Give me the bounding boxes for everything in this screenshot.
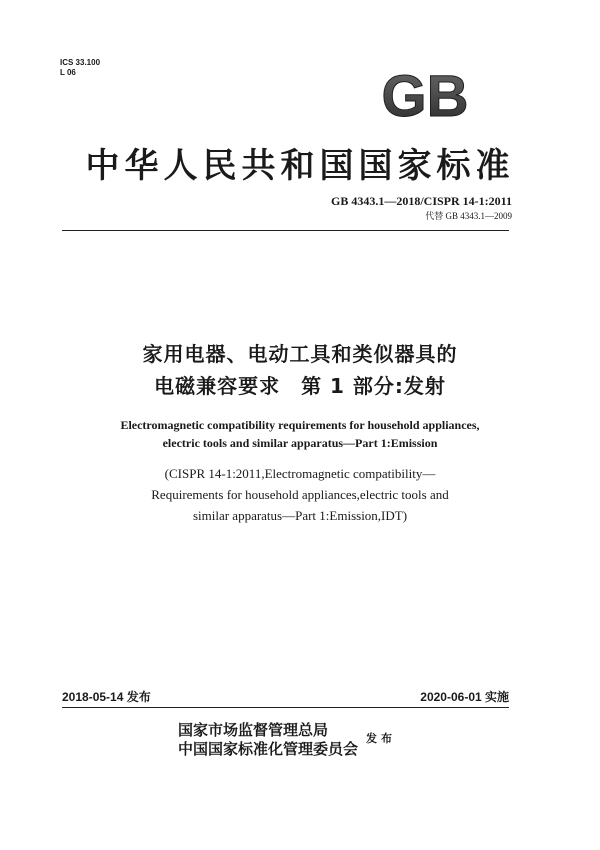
gb-logo-text: GB [381, 70, 469, 120]
publish-label: 发布 [366, 732, 396, 745]
implement-date: 2020-06-01 实施 [420, 690, 509, 704]
header-rule [62, 230, 509, 231]
en-title-line-1: Electromagnetic compatibility requirements for household appliances, [120, 418, 480, 432]
gb-logo [372, 70, 478, 120]
cn-title-line-2: 电磁兼容要求 第 1 部分:发射 [154, 374, 446, 398]
classification-codes [60, 58, 100, 78]
ics-code: ICS 33.100 [60, 58, 101, 67]
en-title-line-2: electric tools and similar apparatus—Part 1:Emission [162, 436, 438, 450]
standard-type-title: 中华人民共和国国家标准 [85, 146, 515, 186]
idt-line-3: similar apparatus—Part 1:Emission,IDT) [192, 508, 408, 523]
idt-line-1: (CISPR 14-1:2011,Electromagnetic compatibility— [164, 466, 436, 481]
ccs-code: L 06 [60, 68, 76, 77]
cn-title-line-1: 家用电器、电动工具和类似器具的 [142, 342, 458, 366]
idt-line-2: Requirements for household appliances,electric tools and [151, 487, 449, 502]
issuer-samr: 国家市场监督管理总局 [178, 721, 329, 739]
replaces-standard: 代替 GB 4343.1—2009 [425, 211, 512, 221]
footer-rule [62, 707, 509, 708]
standard-number: GB 4343.1—2018/CISPR 14-1:2011 [330, 194, 512, 208]
issue-date: 2018-05-14 发布 [62, 690, 151, 704]
issuer-sac: 中国国家标准化管理委员会 [178, 740, 359, 758]
